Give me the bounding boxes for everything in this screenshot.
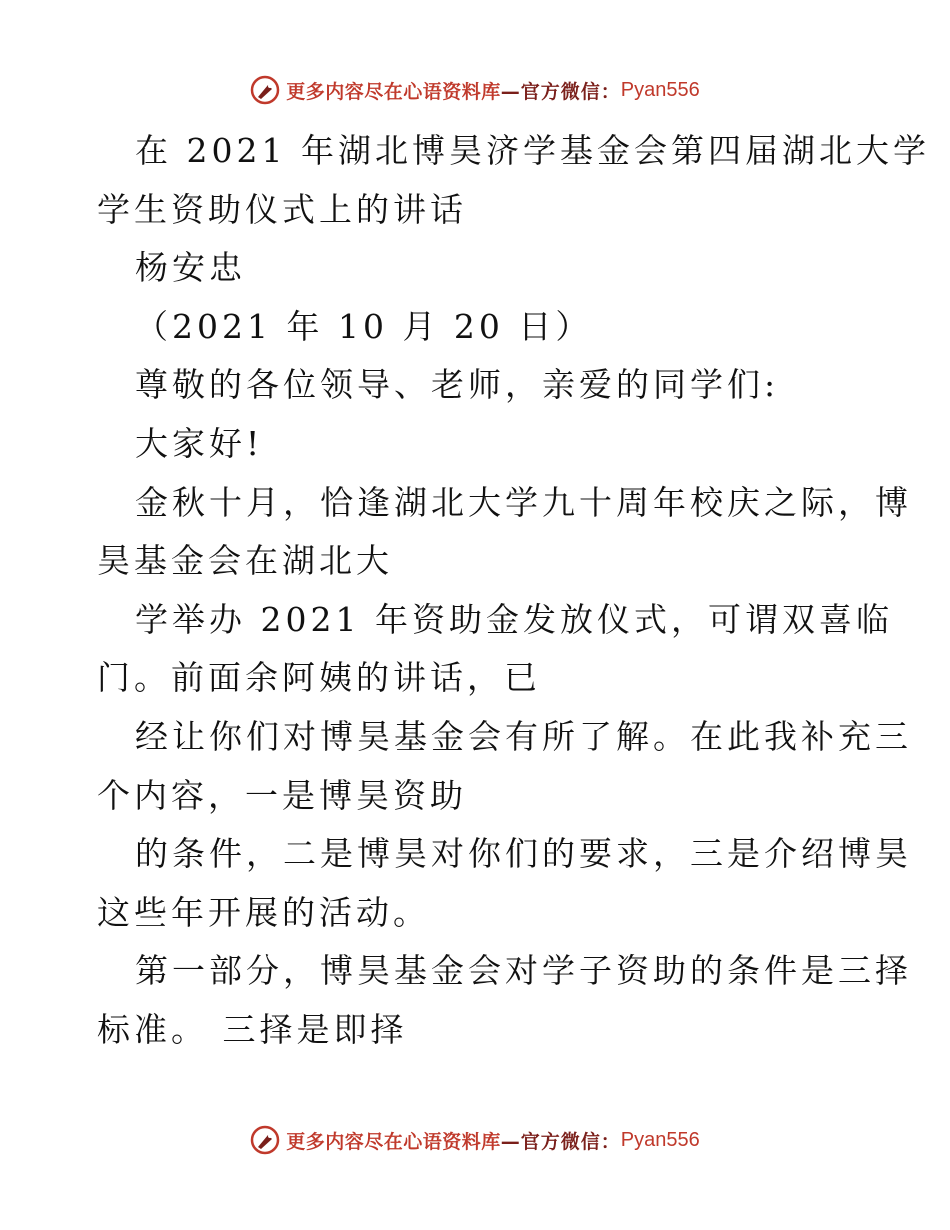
banner-main-text: 更多内容尽在心语资料库 xyxy=(286,80,501,103)
paragraph-line: 经让你们对博昊基金会有所了解。在此我补充三 xyxy=(135,716,912,756)
document-body xyxy=(97,122,930,1060)
paragraph-line: 金秋十月，恰逢湖北大学九十周年校庆之际，博 xyxy=(135,482,912,522)
paragraph-line: 学举办 2021 年资助金发放仪式，可谓双喜临 xyxy=(135,599,893,639)
paragraph-line: 门。前面余阿姨的讲话，已 xyxy=(97,658,541,698)
speech-date: （2021 年 10 月 20 日） xyxy=(135,306,593,346)
banner-wechat-label: —官方微信： xyxy=(500,80,621,103)
salutation: 尊敬的各位领导、老师，亲爱的同学们: xyxy=(135,365,780,405)
title-line-2: 学生资助仪式上的讲话 xyxy=(97,189,467,229)
pen-nib-logo-icon xyxy=(250,75,280,105)
paragraph-line: 第一部分，博昊基金会对学子资助的条件是三择 xyxy=(135,951,912,991)
footer-banner xyxy=(0,1120,950,1160)
author-name: 杨安忠 xyxy=(135,248,246,288)
paragraph-line: 昊基金会在湖北大 xyxy=(97,541,393,581)
paragraph-line: 个内容，一是博昊资助 xyxy=(97,775,467,815)
paragraph-line: 的条件，二是博昊对你们的要求，三是介绍博昊 xyxy=(135,834,912,874)
banner-wechat-id: Pyan556 xyxy=(620,78,700,101)
greeting: 大家好! xyxy=(135,423,264,463)
banner-wechat-id: Pyan556 xyxy=(620,1128,700,1151)
paragraph-line: 这些年开展的活动。 xyxy=(97,892,430,932)
title-line-1: 在 2021 年湖北博昊济学基金会第四届湖北大学 xyxy=(135,131,930,170)
banner-wechat-label: —官方微信： xyxy=(500,1130,621,1153)
pen-nib-logo-icon xyxy=(250,1125,280,1155)
banner-main-text: 更多内容尽在心语资料库 xyxy=(286,1130,501,1153)
paragraph-line: 标准。 三择是即择 xyxy=(97,1009,408,1049)
header-banner xyxy=(0,70,950,110)
